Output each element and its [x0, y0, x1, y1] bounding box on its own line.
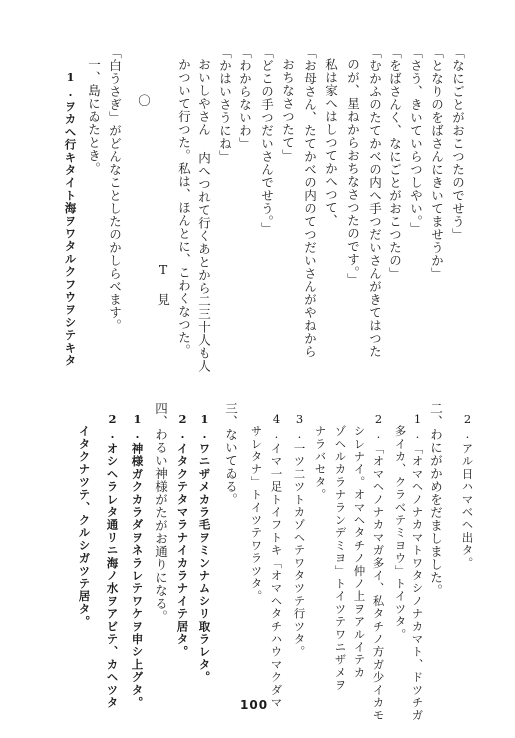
text-column: 3.一ツ二ツトカゾヘテワタツテ行ツタ。: [292, 412, 307, 659]
text-column: 「かはいさうにね」: [217, 46, 233, 163]
text-column: 1.ヲカへ行キタイト海ヲワタルクフウヲシテキタ: [63, 70, 78, 368]
text-column: 私は家へはしつてかへつて、: [323, 58, 339, 227]
text-column: 「をばさんく、なにごとがおこつたの」: [387, 46, 403, 280]
text-column: ゾヘルカラナランデミヨ」トイツテワニザメヲ: [333, 425, 348, 692]
text-column: 4.イマ一足トイフトキ「オマヘタチハウマクダマ: [269, 412, 284, 710]
text-column: かついて行つた。私は、ほんとに、こわくなつた。: [176, 58, 192, 357]
text-column: ナラバセタ。: [313, 425, 328, 502]
author-note: T 見: [155, 262, 171, 306]
section-heading: 二、わにがかめをだましました。: [428, 402, 444, 597]
text-column: おちなさつたて」: [280, 58, 296, 162]
text-column: 1.「オマヘノナカマトワタシノナカマト、ドツチガ: [410, 412, 425, 722]
text-column: 「白うさぎ」がどんなことしたのかしらべます。: [107, 46, 123, 332]
text-column: のが、星ねからおちなさつたのです。」: [345, 58, 361, 286]
text-column: 「となりのをばさんにきいてませうか」: [429, 46, 445, 280]
text-column: 「さう、きいていらつしやい。」: [408, 46, 424, 235]
text-column: 多イカ、クラベテミヨウ」トイツタ。: [393, 425, 408, 641]
text-column: シレナイ。オマヘタチノ仲ノ上ヲアルイテカ: [352, 425, 367, 679]
text-column: 2.イタクテタマラナイカラナイテ居タ。: [175, 412, 190, 659]
text-column: おいしやさん 内へつれて行くあとから二三十人も人: [196, 58, 212, 373]
text-column: 「わからないわ」: [237, 46, 253, 150]
text-column: 2.オシヘラレタ通リニ海ノ水ヲアビテ、カヘツタ: [105, 412, 120, 710]
section-heading: 四、わるい神様がたがお通りになる。: [153, 402, 169, 623]
text-column: サレタナ」トイツテワラツタ。: [249, 425, 264, 603]
text-column: 1.ワニザメカラ毛ヲミンナムシリ取ラレタ。: [197, 412, 212, 684]
text-column: 2.「オマヘノナカマガ多イ、私タチノ方ガ少イカモ: [371, 412, 386, 722]
page-number: 100: [240, 698, 269, 712]
text-column: 「お母さん、たてかべの内のてつだいさんがやねから: [302, 46, 318, 358]
section-marker: 〇: [136, 94, 152, 107]
section-heading: 三、ないてゐる。: [223, 402, 239, 506]
text-column: 「むかふのたてかべの内へ手つだいさんがきてはつた: [367, 46, 383, 358]
text-column: 「どこの手つだいさんでせう。」: [259, 46, 275, 235]
text-column: 「なにごとがおこつたのでせう」: [450, 46, 466, 241]
section-heading: 一、島にゐたとき。: [86, 58, 102, 175]
text-column: イタクナツテ、クルシガツテ居タ。: [77, 425, 92, 629]
text-column: 2.アル日ハマベヘ出タ。: [460, 412, 475, 570]
text-column: 1.神様ガクカラダヲネラレテワケヲ申シ上グタ。: [130, 412, 145, 710]
